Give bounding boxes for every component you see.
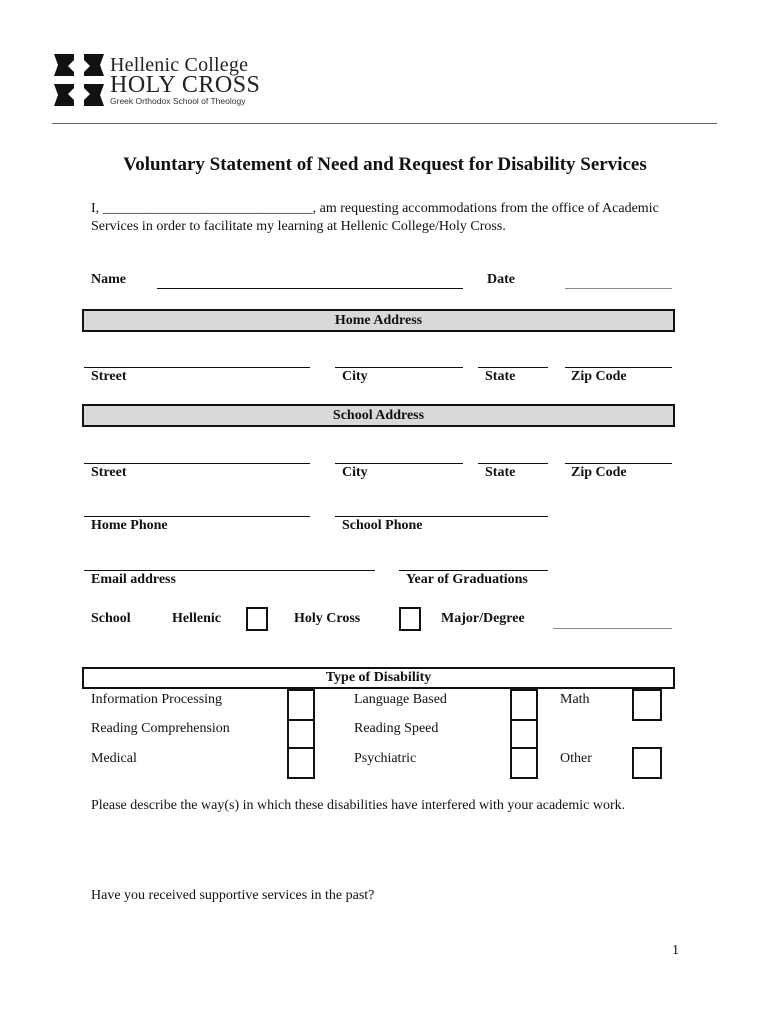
school-state-field[interactable]: [478, 463, 548, 464]
reading-comprehension-checkbox[interactable]: [287, 719, 315, 749]
major-field[interactable]: [553, 628, 672, 629]
logo-college-name: Hellenic College: [110, 54, 249, 76]
disability-information-processing: Information Processing: [91, 692, 223, 707]
email-label: Email address: [91, 572, 176, 587]
home-zip-label: Zip Code: [571, 369, 627, 384]
school-zip-label: Zip Code: [571, 465, 627, 480]
school-address-header: School Address: [82, 404, 675, 427]
year-graduation-field[interactable]: [399, 570, 548, 571]
question-interference: Please describe the way(s) in which these disabilities have interfered with your academic work.: [91, 798, 626, 813]
page-number: 1: [672, 943, 679, 958]
school-street-field[interactable]: [84, 463, 310, 464]
home-street-field[interactable]: [84, 367, 310, 368]
psychiatric-checkbox[interactable]: [510, 747, 538, 779]
home-phone-label: Home Phone: [91, 518, 168, 533]
date-label: Date: [487, 272, 515, 287]
logo-holy-cross: HOLY CROSS: [110, 72, 261, 98]
other-checkbox[interactable]: [632, 747, 662, 779]
disability-reading-comprehension: Reading Comprehension: [91, 721, 230, 736]
medical-checkbox[interactable]: [287, 747, 315, 779]
school-zip-field[interactable]: [565, 463, 672, 464]
holy-cross-label: Holy Cross: [294, 611, 361, 626]
type-disability-header: Type of Disability: [82, 667, 675, 689]
year-graduation-label: Year of Graduations: [406, 572, 528, 587]
math-checkbox[interactable]: [632, 689, 662, 721]
school-street-label: Street: [91, 465, 127, 480]
cross-logo-icon: [54, 54, 104, 106]
school-city-label: City: [342, 465, 368, 480]
major-label: Major/Degree: [441, 611, 525, 626]
home-city-field[interactable]: [335, 367, 463, 368]
holy-cross-checkbox[interactable]: [399, 607, 421, 631]
home-address-header: Home Address: [82, 309, 675, 332]
school-city-field[interactable]: [335, 463, 463, 464]
hellenic-label: Hellenic: [172, 611, 221, 626]
home-zip-field[interactable]: [565, 367, 672, 368]
email-field[interactable]: [84, 570, 375, 571]
disability-psychiatric: Psychiatric: [354, 751, 417, 766]
intro-statement: I, ______________________________, am requesting accommodations from the office of Academic Services in order to facilitate my learning at Hellenic College/Holy Cross.: [91, 201, 659, 234]
hellenic-checkbox[interactable]: [246, 607, 268, 631]
language-based-checkbox[interactable]: [510, 689, 538, 721]
disability-reading-speed: Reading Speed: [354, 721, 439, 736]
disability-language-based: Language Based: [354, 692, 447, 707]
home-city-label: City: [342, 369, 368, 384]
date-field[interactable]: [565, 288, 672, 289]
school-label: School: [91, 611, 131, 626]
home-state-field[interactable]: [478, 367, 548, 368]
form-title: Voluntary Statement of Need and Request for Disability Services: [123, 154, 647, 175]
information-processing-checkbox[interactable]: [287, 689, 315, 721]
logo-subtitle: Greek Orthodox School of Theology: [110, 96, 246, 106]
disability-medical: Medical: [91, 751, 137, 766]
home-phone-field[interactable]: [84, 516, 310, 517]
question-past-services: Have you received supportive services in the past?: [91, 888, 375, 903]
disability-other: Other: [560, 751, 592, 766]
home-state-label: State: [485, 369, 516, 384]
name-label: Name: [91, 272, 126, 287]
school-state-label: State: [485, 465, 516, 480]
header-divider: [52, 123, 717, 124]
name-field[interactable]: [157, 288, 463, 289]
disability-math: Math: [560, 692, 590, 707]
school-phone-field[interactable]: [335, 516, 548, 517]
reading-speed-checkbox[interactable]: [510, 719, 538, 749]
home-street-label: Street: [91, 369, 127, 384]
school-phone-label: School Phone: [342, 518, 423, 533]
